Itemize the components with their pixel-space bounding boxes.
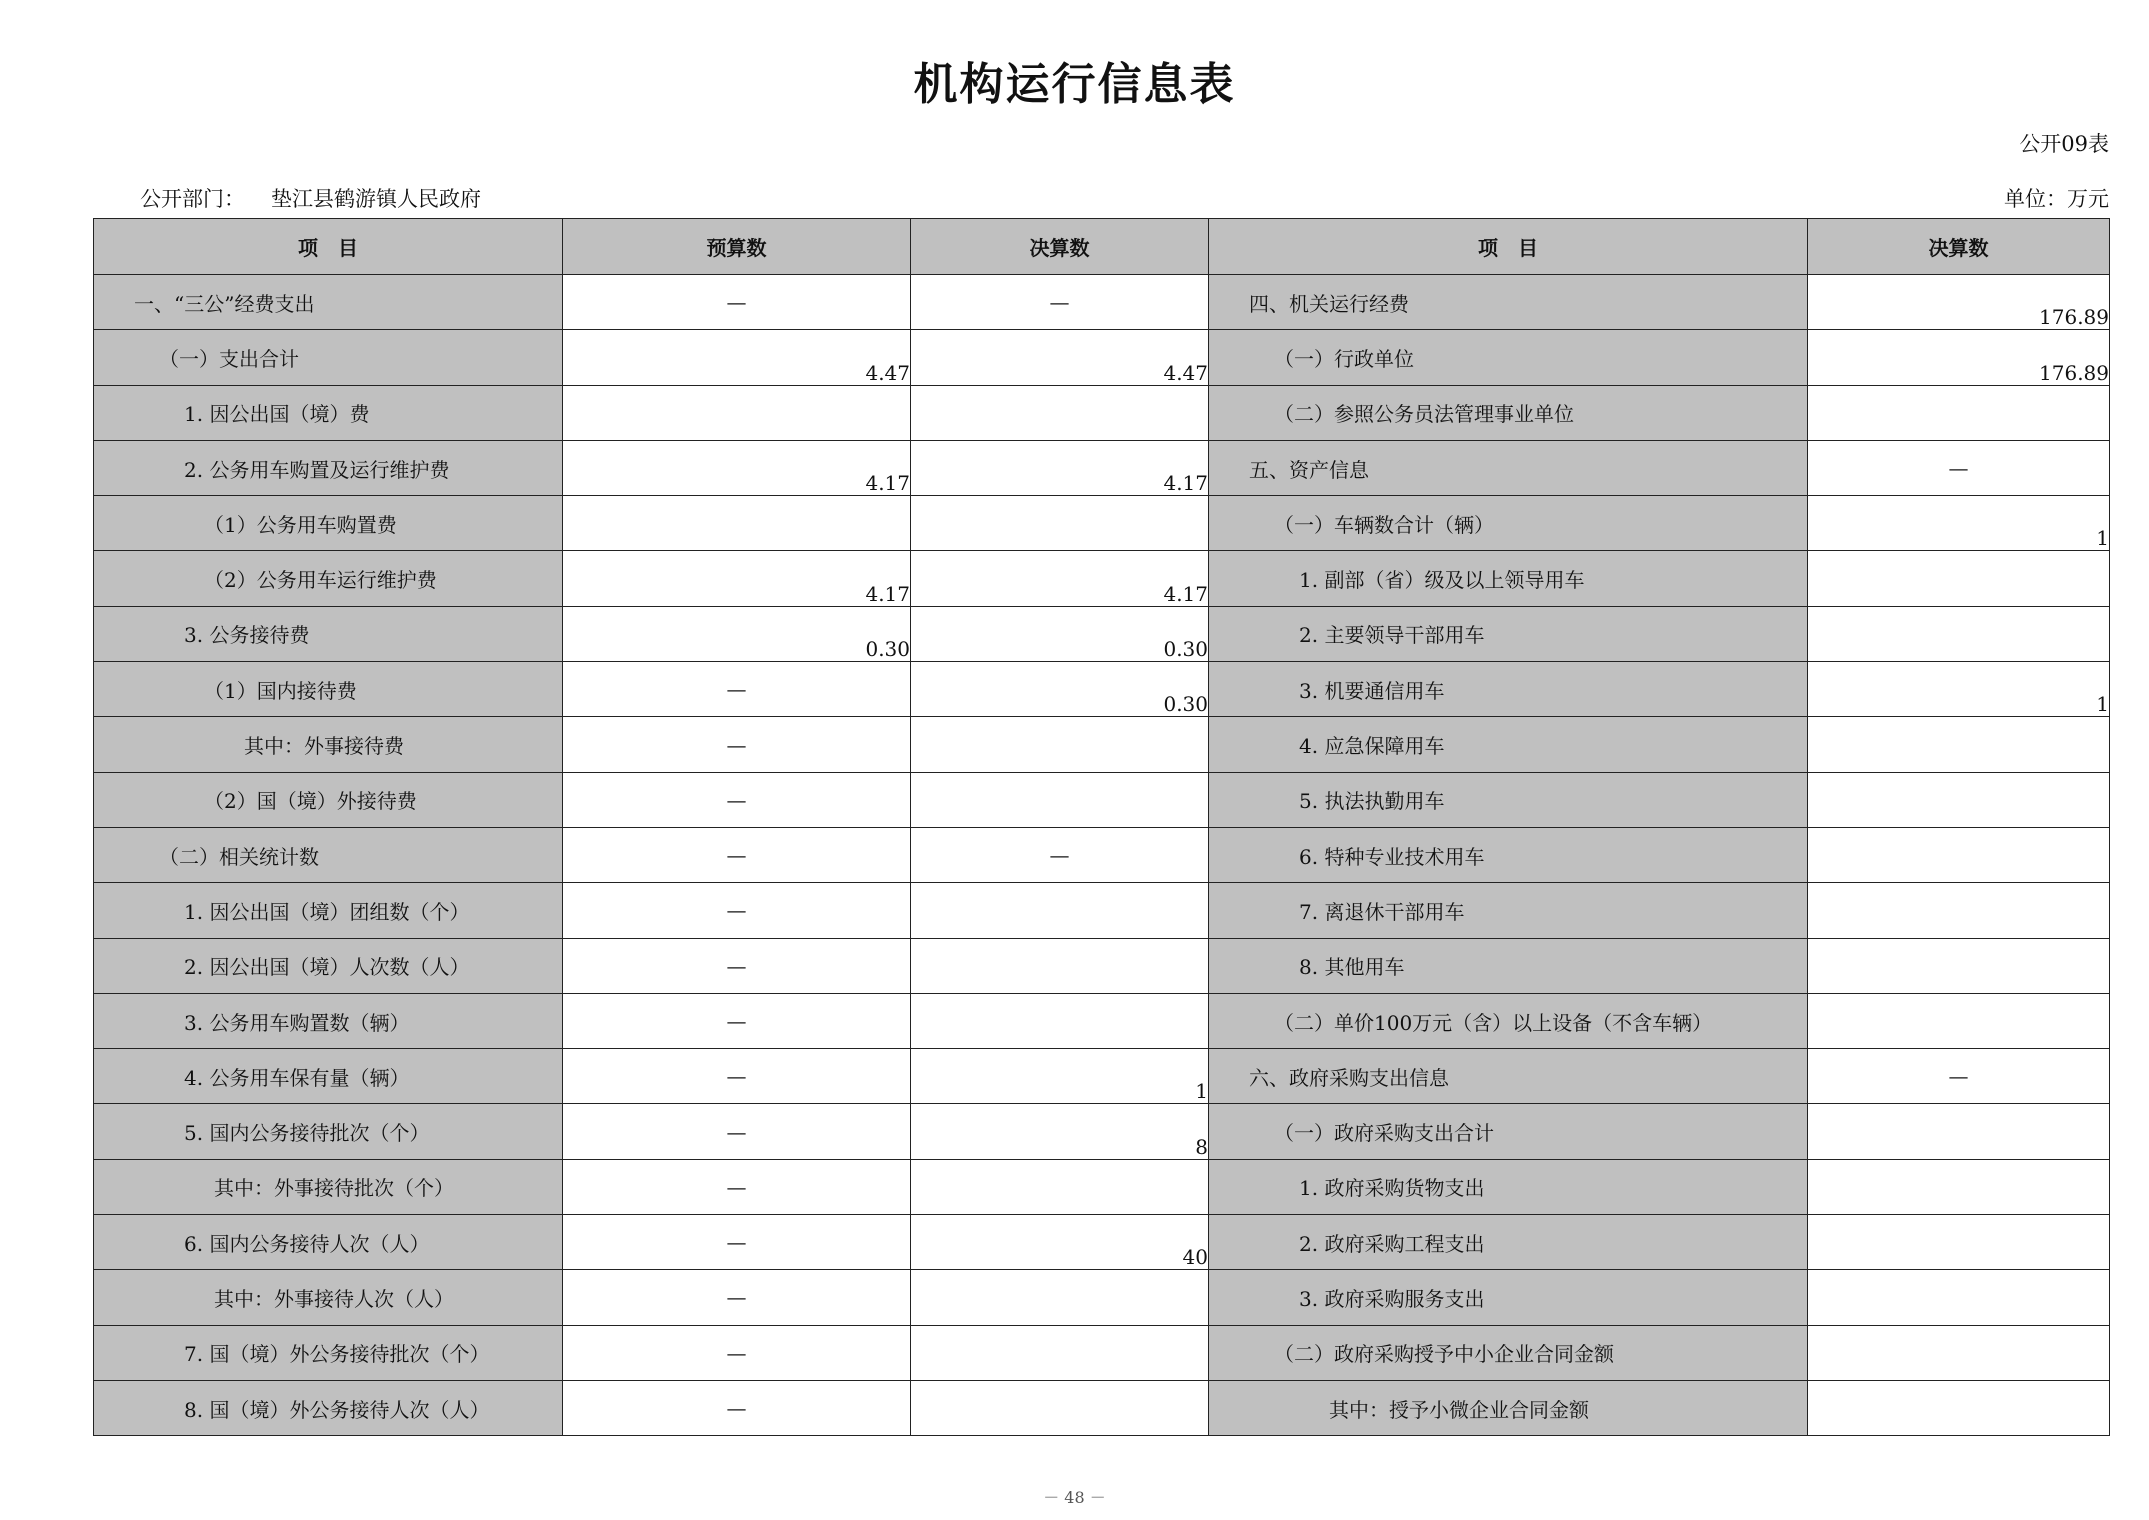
left-item-cell: 4. 公务用车保有量（辆） [94, 1049, 563, 1104]
left-item-cell: （2）国（境）外接待费 [94, 772, 563, 827]
table-row [94, 1270, 2110, 1325]
table-row [94, 606, 2110, 661]
right-item-cell: 1. 政府采购货物支出 [1209, 1159, 1808, 1214]
right-item-cell: （一）行政单位 [1209, 330, 1808, 385]
right-item-cell: 其中：授予小微企业合同金额 [1209, 1380, 1808, 1435]
right-item-cell: 1. 副部（省）级及以上领导用车 [1209, 551, 1808, 606]
table-row [94, 883, 2110, 938]
table-row [94, 1325, 2110, 1380]
left-item-cell: （1）公务用车购置费 [94, 496, 563, 551]
table-row [94, 717, 2110, 772]
right-item-cell: 7. 离退休干部用车 [1209, 883, 1808, 938]
department-label: 公开部门： [140, 187, 245, 211]
left-item-cell: 3. 公务接待费 [94, 606, 563, 661]
actual-cell: 4.47 [911, 330, 1209, 385]
budget-cell: — [563, 1215, 911, 1270]
left-item-cell: 7. 国（境）外公务接待批次（个） [94, 1325, 563, 1380]
table-row [94, 496, 2110, 551]
actual-cell: 1 [911, 1049, 1209, 1104]
table-body [94, 275, 2110, 1436]
actual-cell: — [911, 275, 1209, 330]
left-item-cell: 1. 因公出国（境）团组数（个） [94, 883, 563, 938]
actual-cell: 8 [911, 1104, 1209, 1159]
table-row [94, 1215, 2110, 1270]
right-item-cell: 五、资产信息 [1209, 440, 1808, 495]
budget-cell: — [563, 1104, 911, 1159]
header-actual: 决算数 [911, 219, 1209, 275]
right-item-cell: （一）政府采购支出合计 [1209, 1104, 1808, 1159]
right-actual-cell [1808, 385, 2110, 440]
budget-cell: 4.17 [563, 551, 911, 606]
table-row [94, 772, 2110, 827]
budget-cell: — [563, 993, 911, 1048]
table-row [94, 1049, 2110, 1104]
department-value: 垫江县鹤游镇人民政府 [271, 187, 481, 211]
form-code: 公开09表 [2019, 132, 2109, 156]
actual-cell [911, 1380, 1209, 1435]
budget-cell: — [563, 1325, 911, 1380]
right-actual-cell [1808, 1270, 2110, 1325]
header-right-item: 项 目 [1209, 219, 1808, 275]
operation-info-table [93, 218, 2110, 1436]
actual-cell: 40 [911, 1215, 1209, 1270]
budget-cell: — [563, 1159, 911, 1214]
actual-cell: 0.30 [911, 606, 1209, 661]
right-actual-cell [1808, 1325, 2110, 1380]
table-row [94, 993, 2110, 1048]
right-actual-cell: 1 [1808, 662, 2110, 717]
right-actual-cell [1808, 883, 2110, 938]
left-item-cell: （一）支出合计 [94, 330, 563, 385]
table-row [94, 440, 2110, 495]
budget-cell: 4.17 [563, 440, 911, 495]
budget-cell: — [563, 1380, 911, 1435]
right-item-cell: （二）参照公务员法管理事业单位 [1209, 385, 1808, 440]
budget-cell: — [563, 883, 911, 938]
budget-cell: — [563, 827, 911, 882]
right-item-cell: 2. 主要领导干部用车 [1209, 606, 1808, 661]
budget-cell [563, 385, 911, 440]
budget-cell: 4.47 [563, 330, 911, 385]
right-item-cell: 3. 机要通信用车 [1209, 662, 1808, 717]
actual-cell: 4.17 [911, 440, 1209, 495]
left-item-cell: 3. 公务用车购置数（辆） [94, 993, 563, 1048]
actual-cell [911, 1159, 1209, 1214]
budget-cell: 0.30 [563, 606, 911, 661]
right-item-cell: 四、机关运行经费 [1209, 275, 1808, 330]
report-title: 机构运行信息表 [913, 59, 1236, 110]
table-row [94, 938, 2110, 993]
header-budget: 预算数 [563, 219, 911, 275]
budget-cell: — [563, 772, 911, 827]
actual-cell [911, 717, 1209, 772]
right-actual-cell [1808, 606, 2110, 661]
actual-cell [911, 1270, 1209, 1325]
right-actual-cell [1808, 993, 2110, 1048]
table-row [94, 385, 2110, 440]
right-item-cell: 5. 执法执勤用车 [1209, 772, 1808, 827]
right-actual-cell [1808, 827, 2110, 882]
left-item-cell: 6. 国内公务接待人次（人） [94, 1215, 563, 1270]
left-item-cell: 一、“三公”经费支出 [94, 275, 563, 330]
right-item-cell: 4. 应急保障用车 [1209, 717, 1808, 772]
table-row [94, 1380, 2110, 1435]
right-item-cell: （二）政府采购授予中小企业合同金额 [1209, 1325, 1808, 1380]
right-item-cell: 6. 特种专业技术用车 [1209, 827, 1808, 882]
right-actual-cell [1808, 1215, 2110, 1270]
page-number: － 48 － [1043, 1488, 1106, 1507]
budget-cell: — [563, 1270, 911, 1325]
table-row [94, 662, 2110, 717]
budget-cell: — [563, 662, 911, 717]
right-item-cell: 六、政府采购支出信息 [1209, 1049, 1808, 1104]
left-item-cell: 2. 公务用车购置及运行维护费 [94, 440, 563, 495]
actual-cell [911, 1325, 1209, 1380]
table-row [94, 275, 2110, 330]
actual-cell [911, 883, 1209, 938]
actual-cell: 4.17 [911, 551, 1209, 606]
left-item-cell: 8. 国（境）外公务接待人次（人） [94, 1380, 563, 1435]
left-item-cell: 其中：外事接待费 [94, 717, 563, 772]
budget-cell: — [563, 938, 911, 993]
right-actual-cell [1808, 1104, 2110, 1159]
budget-cell: — [563, 717, 911, 772]
unit-label: 单位：万元 [2004, 187, 2109, 211]
actual-cell [911, 385, 1209, 440]
right-item-cell: 2. 政府采购工程支出 [1209, 1215, 1808, 1270]
right-item-cell: （一）车辆数合计（辆） [1209, 496, 1808, 551]
left-item-cell: 其中：外事接待批次（个） [94, 1159, 563, 1214]
left-item-cell: 1. 因公出国（境）费 [94, 385, 563, 440]
left-item-cell: （2）公务用车运行维护费 [94, 551, 563, 606]
header-right-actual: 决算数 [1808, 219, 2110, 275]
table-row [94, 1159, 2110, 1214]
right-actual-cell: 1 [1808, 496, 2110, 551]
right-actual-cell: 176.89 [1808, 330, 2110, 385]
budget-cell: — [563, 1049, 911, 1104]
left-item-cell: 其中：外事接待人次（人） [94, 1270, 563, 1325]
right-actual-cell [1808, 1159, 2110, 1214]
table-row [94, 827, 2110, 882]
table-row [94, 1104, 2110, 1159]
right-actual-cell [1808, 717, 2110, 772]
actual-cell: 0.30 [911, 662, 1209, 717]
department-line [140, 183, 481, 213]
table-row [94, 551, 2110, 606]
table-row [94, 330, 2110, 385]
right-actual-cell: — [1808, 440, 2110, 495]
actual-cell [911, 496, 1209, 551]
budget-cell [563, 496, 911, 551]
right-actual-cell: — [1808, 1049, 2110, 1104]
left-item-cell: 2. 因公出国（境）人次数（人） [94, 938, 563, 993]
actual-cell: — [911, 827, 1209, 882]
right-actual-cell: 176.89 [1808, 275, 2110, 330]
header-left-item: 项 目 [94, 219, 563, 275]
right-item-cell: （二）单价100万元（含）以上设备（不含车辆） [1209, 993, 1808, 1048]
right-actual-cell [1808, 772, 2110, 827]
actual-cell [911, 993, 1209, 1048]
right-actual-cell [1808, 938, 2110, 993]
right-actual-cell [1808, 551, 2110, 606]
right-actual-cell [1808, 1380, 2110, 1435]
budget-cell: — [563, 275, 911, 330]
left-item-cell: （二）相关统计数 [94, 827, 563, 882]
actual-cell [911, 772, 1209, 827]
left-item-cell: 5. 国内公务接待批次（个） [94, 1104, 563, 1159]
right-item-cell: 8. 其他用车 [1209, 938, 1808, 993]
left-item-cell: （1）国内接待费 [94, 662, 563, 717]
right-item-cell: 3. 政府采购服务支出 [1209, 1270, 1808, 1325]
actual-cell [911, 938, 1209, 993]
table-header-row [94, 219, 2110, 275]
